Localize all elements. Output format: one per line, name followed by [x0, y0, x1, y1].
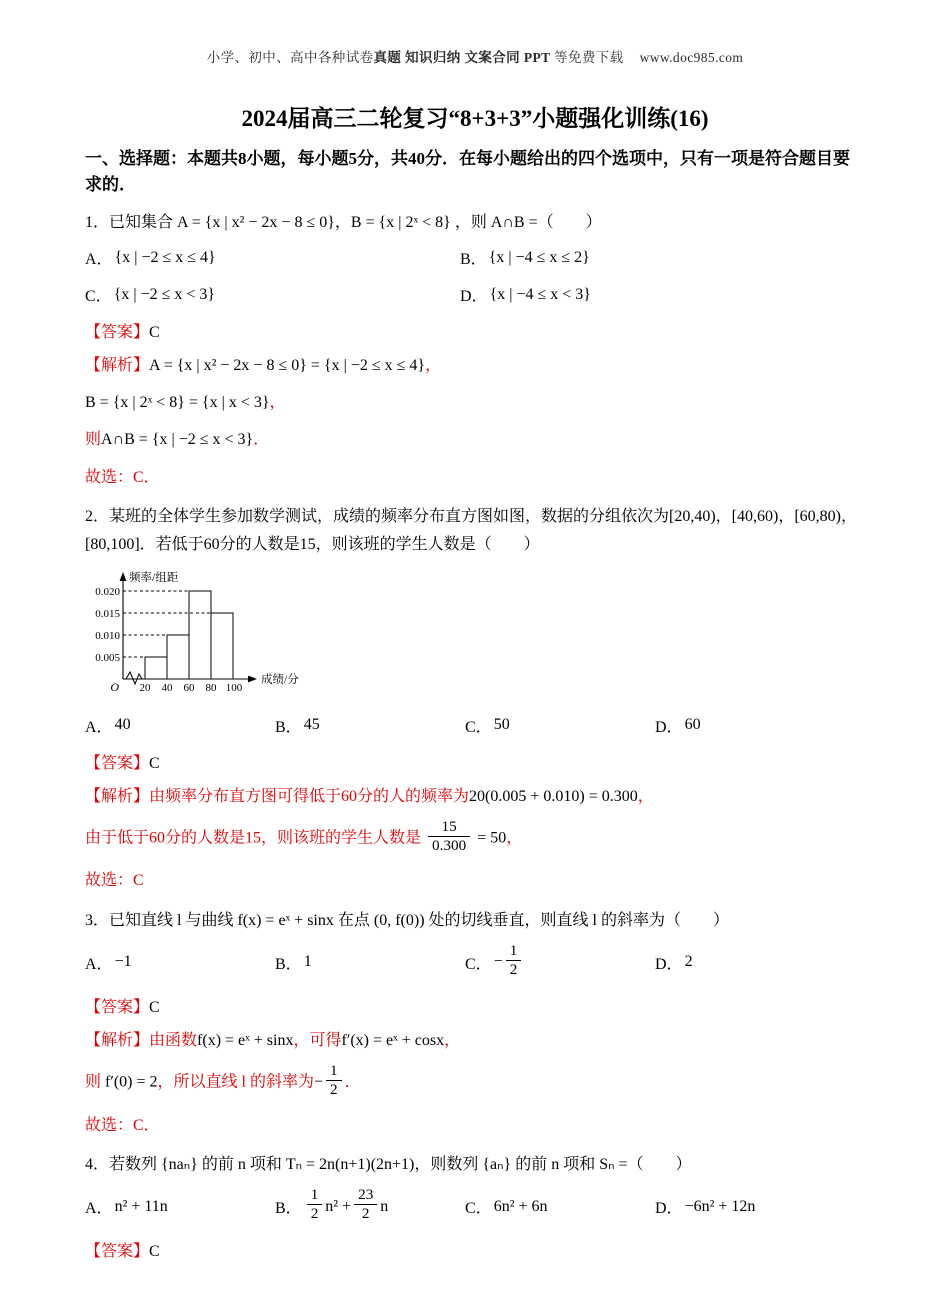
analysis-text: ，可得	[293, 1032, 342, 1050]
analysis-text: 由函数	[149, 1032, 198, 1050]
math-text: f(x) = eˣ + sinx	[197, 1032, 294, 1050]
fraction	[354, 1186, 377, 1223]
q2-analysis-1	[85, 783, 865, 810]
x-tick-label: 40	[161, 681, 173, 694]
x-axis-arrow	[248, 675, 257, 682]
q4-options	[85, 1183, 865, 1230]
math-text: 20(0.005 + 0.010) = 0.300	[469, 787, 638, 805]
math-text: B = {x | 2ˣ < 8} = {x | x < 3}	[85, 394, 270, 412]
option-label: C．	[85, 288, 112, 305]
option-label: C．	[465, 718, 492, 736]
stem-text: ，则 A∩B =（ ）	[454, 214, 602, 231]
math-text: f′(x) = eˣ + cosx	[341, 1032, 445, 1050]
header-text: 小学、初中、高中各种试卷	[206, 50, 374, 65]
option-label: D．	[655, 955, 683, 973]
minus-sign: −	[493, 953, 503, 971]
q3-option-d	[655, 939, 845, 986]
answer-value: C	[149, 999, 160, 1017]
histogram-bar	[167, 635, 189, 679]
stem-math: A = {x | x² − 2x − 8 ≤ 0}，B = {x | 2ˣ < 8}	[177, 214, 451, 231]
fraction-denominator: 2	[361, 1205, 370, 1223]
histogram-bars	[123, 591, 233, 679]
analysis-label: 【解析】	[85, 787, 150, 805]
option-value: 1	[303, 953, 312, 971]
math-text: f′(0) = 2	[105, 1073, 158, 1091]
math-text: = 50	[477, 829, 507, 847]
q1-option-b	[460, 241, 835, 274]
histogram-bar	[211, 613, 233, 679]
analysis-text: 由频率分布直方图可得低于60分的人的频率为	[149, 787, 470, 805]
header-text: 等免费下载	[554, 50, 624, 65]
option-value: n² + 11n	[114, 1197, 168, 1215]
page-title: 2024届高三二轮复习“8+3+3”小题强化训练(16)	[241, 106, 709, 131]
option-label: B．	[460, 251, 487, 268]
y-tick-label: 0.020	[95, 585, 120, 598]
fraction-numerator: 15	[428, 818, 470, 837]
y-axis-title: 频率/组距	[129, 571, 179, 584]
site-header	[85, 46, 865, 66]
punctuation: ，	[269, 394, 286, 412]
punctuation: ．	[253, 431, 270, 449]
q4-option-a	[85, 1183, 275, 1230]
punctuation: ，	[444, 1032, 461, 1050]
fraction	[428, 818, 470, 855]
answer-value: C	[149, 754, 160, 772]
q4-option-c	[465, 1183, 655, 1230]
q3-option-a	[85, 939, 275, 986]
q3-option-b	[275, 939, 465, 986]
y-tick-label: 0.005	[95, 651, 120, 664]
q1-option-c	[85, 278, 460, 311]
fraction-denominator: 2	[509, 960, 518, 978]
option-value: 45	[303, 716, 320, 734]
x-tick-label: 60	[183, 681, 195, 694]
option-value: 6n² + 6n	[493, 1197, 548, 1215]
option-label: A．	[85, 955, 113, 973]
origin-label: O	[110, 679, 119, 694]
analysis-label: 【解析】	[85, 357, 150, 374]
fraction-numerator: 1	[506, 942, 522, 961]
x-tick-label: 100	[225, 681, 243, 694]
option-value: 40	[114, 716, 131, 734]
stem-text: 1．已知集合	[85, 214, 174, 231]
fraction	[506, 942, 522, 979]
q2-option-b	[275, 709, 465, 742]
option-label: A．	[85, 1200, 113, 1218]
q3-answer-line	[85, 994, 865, 1017]
q1-option-a	[85, 241, 460, 274]
analysis-text: ，所以直线 l 的斜率为	[157, 1073, 314, 1091]
analysis-text: 则	[85, 431, 102, 449]
fraction-numerator: 1	[307, 1186, 323, 1205]
fraction-denominator: 2	[310, 1205, 319, 1223]
q1-option-d	[460, 278, 835, 311]
analysis-text: 则	[85, 1073, 102, 1091]
analysis-label: 【解析】	[85, 1032, 150, 1050]
option-label: D．	[460, 288, 488, 305]
analysis-text: 由于低于60分的人数是15，则该班的学生人数是	[85, 829, 422, 847]
punctuation: ，	[506, 829, 523, 847]
answer-label: 【答案】	[85, 324, 150, 341]
fraction	[307, 1186, 323, 1223]
fraction-numerator: 23	[354, 1186, 377, 1205]
q3-conclusion: 故选：C．	[85, 1116, 160, 1134]
histogram-bar	[189, 591, 211, 679]
q1-stem	[85, 209, 865, 237]
x-tick-label: 80	[205, 681, 217, 694]
y-tick-label: 0.015	[95, 607, 120, 620]
q2-option-c	[465, 709, 655, 742]
math-text: n	[380, 1197, 389, 1215]
y-tick-label: 0.010	[95, 629, 120, 642]
option-value: −6n² + 12n	[684, 1197, 756, 1215]
x-axis-title: 成绩/分	[261, 673, 299, 686]
q3-stem: 3．已知直线 l 与曲线 f(x) = eˣ + sinx 在点 (0, f(0)) 处的切线垂直，则直线 l 的斜率为（ ）	[85, 911, 729, 929]
answer-value: C	[149, 1243, 160, 1261]
histogram-svg	[85, 567, 315, 705]
x-tick-label: 20	[139, 681, 151, 694]
option-label: D．	[655, 718, 683, 736]
option-label: B．	[275, 1200, 302, 1218]
option-value: {x | −2 ≤ x ≤ 4}	[114, 248, 216, 266]
fraction-numerator: 1	[326, 1062, 342, 1081]
minus-sign: −	[313, 1073, 324, 1091]
q4-answer-line	[85, 1238, 865, 1261]
q1-options-row-1	[85, 241, 865, 274]
q1-answer-line	[85, 319, 865, 342]
q2-analysis-2	[85, 817, 865, 857]
y-axis-arrow	[120, 572, 127, 581]
q3-options	[85, 939, 865, 986]
q3-analysis-1	[85, 1027, 865, 1054]
answer-label: 【答案】	[85, 999, 150, 1017]
header-text-bold: 真题 知识归纳 文案合同 PPT	[373, 50, 555, 65]
option-value: {x | −4 ≤ x < 3}	[489, 285, 591, 303]
histogram-bar	[145, 657, 167, 679]
punctuation: ，	[637, 787, 654, 805]
option-label: A．	[85, 251, 113, 268]
frequency-histogram	[85, 567, 865, 705]
fraction	[326, 1062, 342, 1099]
q2-stem: 2．某班的全体学生参加数学测试，成绩的频率分布直方图如图，数据的分组依次为[20,40)，[40,60)，[60,80)，[80,100]．若低于60分的人数是15，则该班的学生人数是（ ）	[85, 507, 857, 553]
math-text: n² +	[325, 1197, 352, 1215]
q1-analysis-1	[85, 352, 865, 379]
q3-analysis-2	[85, 1064, 865, 1101]
option-label: C．	[465, 1200, 492, 1218]
q2-option-a	[85, 709, 275, 742]
punctuation: ．	[344, 1073, 361, 1091]
option-value: 50	[493, 716, 510, 734]
answer-value: C	[149, 324, 160, 341]
q4-option-b	[275, 1183, 465, 1230]
q2-conclusion: 故选：C	[85, 872, 144, 890]
option-value: 60	[684, 716, 701, 734]
fraction-denominator: 2	[330, 1081, 338, 1099]
q2-answer-line	[85, 750, 865, 773]
section-heading: 一、选择题：本题共8小题，每小题5分，共40分．在每小题给出的四个选项中，只有一项是符合题目要求的．	[85, 149, 850, 194]
site-url: www.doc985.com	[639, 50, 744, 65]
q2-options	[85, 709, 865, 742]
fraction-denominator: 0.300	[432, 837, 467, 855]
option-label: D．	[655, 1200, 683, 1218]
option-label: B．	[275, 718, 302, 736]
option-label: A．	[85, 718, 113, 736]
math-text: A = {x | x² − 2x − 8 ≤ 0} = {x | −2 ≤ x ≤ 4}	[149, 357, 426, 374]
q1-analysis-3	[85, 426, 865, 453]
option-value: {x | −2 ≤ x < 3}	[113, 285, 216, 303]
option-value: {x | −4 ≤ x ≤ 2}	[488, 248, 590, 266]
q4-stem: 4．若数列 {naₙ} 的前 n 项和 Tₙ = 2n(n+1)(2n+1)，则数列 {aₙ} 的前 n 项和 Sₙ =（ ）	[85, 1155, 692, 1173]
q4-option-d	[655, 1183, 845, 1230]
math-text: A∩B = {x | −2 ≤ x < 3}	[101, 431, 254, 449]
q1-analysis-2	[85, 389, 865, 416]
option-label: C．	[465, 955, 492, 973]
answer-label: 【答案】	[85, 1243, 150, 1261]
punctuation: ，	[425, 357, 442, 374]
option-label: B．	[275, 955, 302, 973]
answer-label: 【答案】	[85, 754, 150, 772]
q3-option-c	[465, 939, 655, 986]
option-value: −1	[114, 953, 132, 971]
q2-option-d	[655, 709, 845, 742]
q1-conclusion: 故选：C．	[85, 468, 160, 486]
q1-options-row-2	[85, 278, 865, 311]
option-value: 2	[684, 953, 693, 971]
